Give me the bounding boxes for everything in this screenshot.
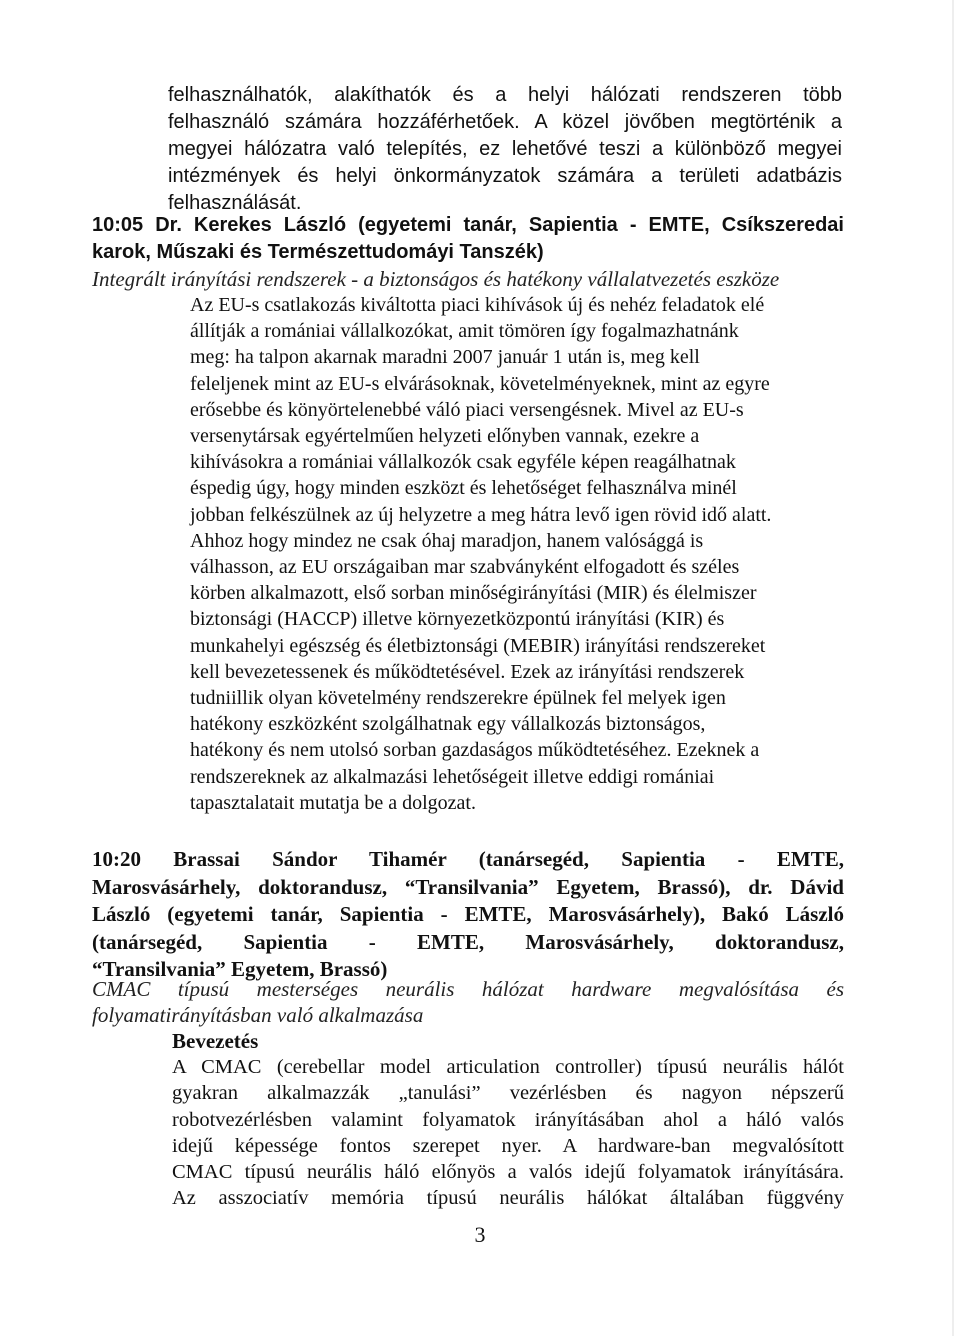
abstract-line: állítják a romániai vállalkozókat, amit tömören így fogalmazhatnánk <box>190 320 739 343</box>
session2-abstract <box>172 1054 844 1212</box>
text-line: felhasználó számára hozzáférhetőek. A közel jövőben megtörténik a <box>168 111 842 133</box>
abstract-line: robotvezérlésben valamint folyamatok irányításában ahol a háló valós <box>172 1108 844 1131</box>
abstract-line: A CMAC (cerebellar model articulation controller) típusú neurális hálót <box>172 1056 844 1078</box>
intro-paragraph <box>168 82 842 217</box>
abstract-line: hatékony eszközként szolgálhatnak egy vállalkozás biztonságos, <box>190 713 706 736</box>
abstract-line: jobban felkészülnek az új helyzetre a meg hátra levő igen rövid idő alatt. <box>190 503 772 526</box>
abstract-line: Az asszociatív memória típusú neurális hálókat általában függvény <box>172 1187 844 1210</box>
abstract-line: körben alkalmazott, első sorban minőségirányítási (MIR) és élelmiszer <box>190 582 757 605</box>
session2-subheading <box>172 1028 844 1054</box>
abstract-line: biztonsági (HACCP) illetve környezetközpontú irányítási (KIR) és <box>190 608 725 631</box>
page-number: 3 <box>474 1222 486 1247</box>
session1-header-line: karok, Műszaki és Természettudomáyi Tanszék) <box>92 241 544 263</box>
session1-title-line: Integrált irányítási rendszerek - a biztonságos és hatékony vállalatvezetés eszköze <box>92 267 780 291</box>
session2-header-line: László (egyetemi tanár, Sapientia - EMTE, Marosvásárhely), Bakó László <box>92 902 844 926</box>
session1-header-line <box>92 212 844 239</box>
abstract-line: válhasson, az EU országaiban mar szabványként elfogadott és széles <box>190 556 740 579</box>
abstract-line: CMAC típusú neurális háló előnyös a valós idejű folyamatok irányítására. <box>172 1161 844 1184</box>
session2-header-line: Marosvásárhely, doktorandusz, “Transilvania” Egyetem, Brassó), dr. Dávid <box>92 874 844 899</box>
text-line: intézmények és helyi önkormányzatok számára a területi adatbázis <box>168 165 842 187</box>
session1-speaker: Dr. Kerekes László (egyetemi tanár, Sapientia - EMTE, Csíkszeredai <box>155 214 844 236</box>
abstract-line: Az EU-s csatlakozás kiváltotta piaci kihívások új és nehéz feladatok elé <box>190 294 765 316</box>
scan-edge <box>952 0 954 1336</box>
abstract-line: meg: ha talpon akarnak maradni 2007 január 1 után is, meg kell <box>190 346 700 369</box>
abstract-line: kihívásokra a romániai vállalkozók csak egyféle képen reagálhatnak <box>190 451 736 474</box>
abstract-line: idejű képessége fontos szerepet nyer. A hardware-ban megvalósított <box>172 1134 844 1157</box>
abstract-line: tudniillik olyan követelmény rendszerekre épülnek fel melyek igen <box>190 687 726 710</box>
session2-header-line: (tanársegéd, Sapientia - EMTE, Marosvásárhely, doktorandusz, <box>92 929 844 954</box>
text-line: megyei hálózatra való telepítés, ez lehetővé teszi a különböző megyei <box>168 138 842 160</box>
abstract-line: versenytársak egyértelműen helyzeti előnyben vannak, ezekre a <box>190 425 700 448</box>
session2-header-line: “Transilvania” Egyetem, Brassó) <box>92 957 388 981</box>
abstract-line: munkahelyi egészség és életbiztonsági (MEBIR) irányítási rendszereket <box>190 634 766 657</box>
session1-time: 10:05 <box>92 214 144 236</box>
session2-title <box>92 976 844 1028</box>
session1-abstract <box>190 292 840 816</box>
session2-title-line: folyamatirányításban való alkalmazása <box>92 1003 424 1027</box>
abstract-line: tapasztalatait mutatja be a dolgozat. <box>190 791 476 814</box>
abstract-line: rendszereknek az alkalmazási lehetőségeit illetve eddigi romániai <box>190 765 715 788</box>
session1-title <box>92 266 844 292</box>
abstract-line: erősebbe és könyörtelenebbé váló piaci versengésnek. Mivel az EU-s <box>190 398 744 421</box>
abstract-line: kell bevezetessenek és működtetésével. Ezek az irányítási rendszerek <box>190 660 745 683</box>
session2-header <box>92 846 844 984</box>
section-heading: Bevezetés <box>172 1029 259 1053</box>
text-line: felhasználását. <box>168 192 302 214</box>
session2-header-line: 10:20 Brassai Sándor Tihamér (tanársegéd, Sapientia - EMTE, <box>92 847 844 871</box>
abstract-line: éspedig úgy, hogy minden eszközt és lehetőséget felhasználva minél <box>190 477 737 500</box>
abstract-line: gyakran alkalmazzák „tanulási” vezérlésben és nagyon népszerű <box>172 1082 844 1105</box>
session1-header <box>92 212 844 266</box>
text-line: felhasználhatók, alakíthatók és a helyi hálózati rendszeren több <box>168 84 842 106</box>
session2-title-line: CMAC típusú mesterséges neurális hálózat hardware megvalósítása és <box>92 977 844 1001</box>
abstract-line: Ahhoz hogy mindez ne csak óhaj maradjon, hanem valósággá is <box>190 529 704 552</box>
abstract-line: feleljenek mint az EU-s elvárásoknak, követelményeknek, mint az egyre <box>190 372 770 395</box>
abstract-line: hatékony és nem utolsó sorban gazdaságos működtetéséhez. Ezeknek a <box>190 739 760 762</box>
